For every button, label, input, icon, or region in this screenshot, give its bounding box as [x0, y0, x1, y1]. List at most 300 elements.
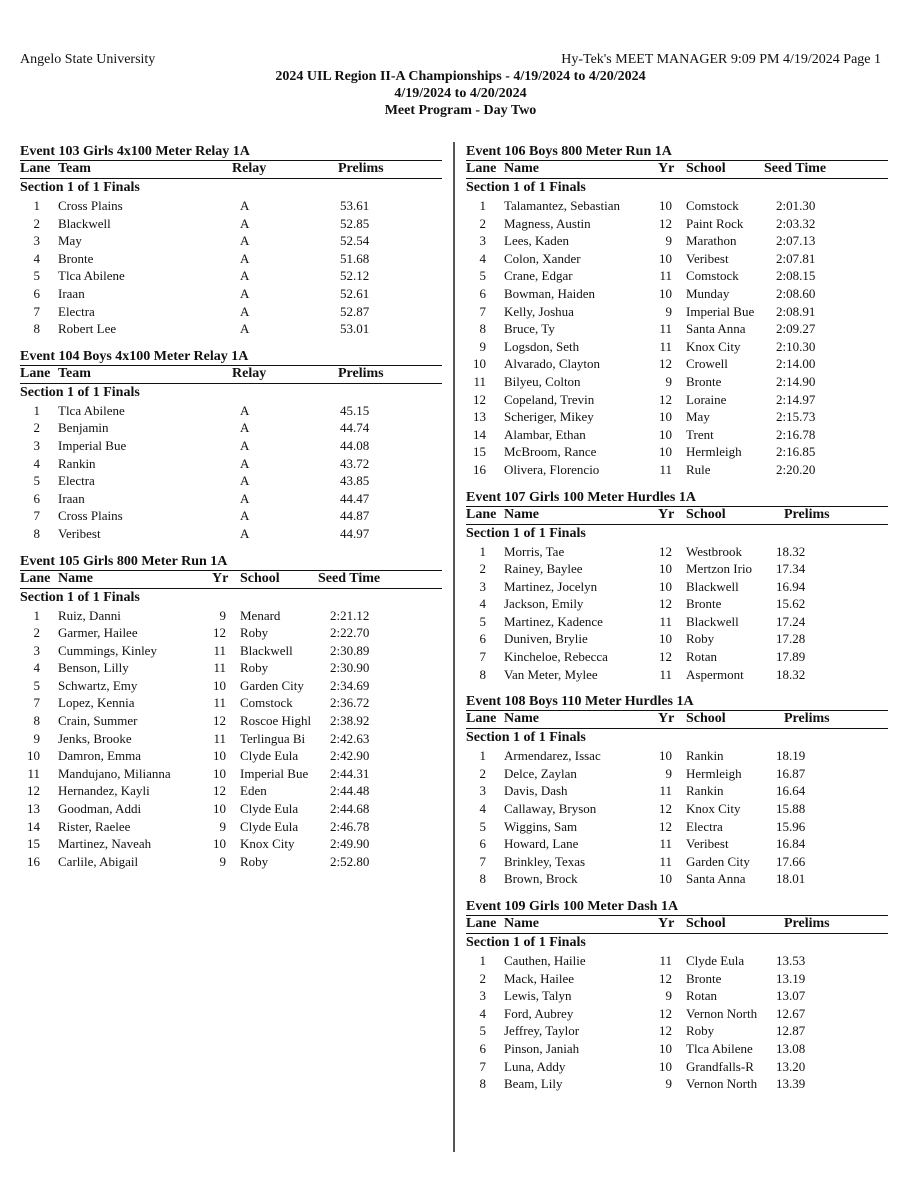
name-cell: Bruce, Ty [504, 321, 555, 337]
year-cell: 11 [213, 695, 226, 711]
name-cell: Rister, Raelee [58, 818, 131, 834]
lane-cell: 8 [479, 321, 486, 337]
entry-row [20, 800, 442, 818]
team-cell: Imperial Bue [58, 437, 127, 453]
time-cell: 2:07.13 [776, 233, 816, 249]
time-cell: 44.97 [340, 525, 370, 541]
lane-cell: 1 [479, 748, 486, 764]
time-cell: 45.15 [340, 402, 370, 418]
school-cell: Roby [240, 625, 269, 641]
school-cell: Munday [686, 285, 730, 301]
relay-cell: A [240, 321, 250, 337]
year-cell: 10 [659, 1058, 672, 1074]
lane-cell: 3 [479, 578, 486, 594]
team-cell: Benjamin [58, 420, 109, 436]
year-cell: 9 [219, 853, 226, 869]
lane-cell: 10 [473, 356, 486, 372]
name-cell: Lees, Kaden [504, 233, 569, 249]
year-cell: 10 [213, 836, 226, 852]
lane-cell: 7 [479, 853, 486, 869]
school-cell: Comstock [686, 268, 739, 284]
school-cell: Paint Rock [686, 215, 744, 231]
name-cell: Carlile, Abigail [58, 853, 139, 869]
year-cell: 10 [213, 765, 226, 781]
school-cell: Tlca Abilene [686, 1040, 753, 1056]
time-cell: 2:03.32 [776, 215, 816, 231]
lane-cell: 6 [479, 836, 486, 852]
time-cell: 2:52.80 [330, 853, 370, 869]
school-cell: Crowell [686, 356, 728, 372]
entry-row [466, 952, 888, 970]
lane-cell: 7 [33, 303, 40, 319]
entry-row [466, 835, 888, 853]
name-cell: Duniven, Brylie [504, 631, 588, 647]
year-cell: 10 [659, 748, 672, 764]
time-cell: 17.28 [776, 631, 806, 647]
event-title: Event 108 Boys 110 Meter Hurdles 1A [466, 694, 694, 710]
name-cell: Schwartz, Emy [58, 677, 138, 693]
lane-cell: 5 [479, 268, 486, 284]
name-cell: Logsdon, Seth [504, 338, 580, 354]
school-cell: Mertzon Irio [686, 561, 753, 577]
time-cell: 12.87 [776, 1023, 806, 1039]
school-cell: Vernon North [686, 1076, 758, 1092]
lane-cell: 8 [479, 871, 486, 887]
section-label: Section 1 of 1 Finals [466, 730, 586, 746]
lane-cell: 8 [33, 713, 40, 729]
entry-row [466, 303, 888, 321]
time-cell: 2:01.30 [776, 198, 816, 213]
year-cell: 9 [665, 233, 672, 249]
entry-row [20, 472, 442, 490]
lane-cell: 11 [27, 765, 40, 781]
name-cell: Alvarado, Clayton [504, 356, 601, 372]
team-cell: Electra [58, 473, 95, 489]
time-cell: 12.67 [776, 1005, 806, 1021]
entry-row [466, 443, 888, 461]
time-cell: 18.32 [776, 666, 806, 682]
name-cell: Martinez, Jocelyn [504, 578, 598, 594]
name-cell: Colon, Xander [504, 250, 581, 266]
column-header: Name [504, 916, 539, 931]
year-cell: 11 [213, 730, 226, 746]
lane-cell: 3 [33, 233, 40, 249]
name-cell: Crane, Edgar [504, 268, 573, 284]
entry-row [466, 232, 888, 250]
entry-row [466, 782, 888, 800]
entry-row [20, 419, 442, 437]
lane-cell: 4 [479, 596, 486, 612]
name-cell: Cauthen, Hailie [504, 953, 586, 968]
time-cell: 2:08.15 [776, 268, 816, 284]
entry-row [20, 659, 442, 677]
column-header: Team [58, 365, 91, 381]
name-cell: Cummings, Kinley [58, 642, 157, 658]
entry-row [20, 835, 442, 853]
entry-row [20, 250, 442, 268]
name-cell: Copeland, Trevin [504, 391, 595, 407]
school-cell: Knox City [686, 801, 741, 817]
entry-row [20, 197, 442, 215]
team-cell: Electra [58, 303, 95, 319]
column-header: Name [504, 506, 539, 522]
entry-row [466, 250, 888, 268]
lane-cell: 5 [33, 473, 40, 489]
column-header: Name [504, 161, 539, 176]
entry-row [466, 747, 888, 765]
team-cell: Veribest [58, 525, 101, 541]
year-cell: 12 [659, 543, 672, 559]
name-cell: Howard, Lane [504, 836, 579, 852]
school-cell: Knox City [240, 836, 295, 852]
time-cell: 2:42.63 [330, 730, 370, 746]
time-cell: 2:08.60 [776, 285, 816, 301]
name-cell: Morris, Tae [504, 543, 565, 559]
lane-cell: 12 [27, 783, 40, 799]
entry-row [466, 267, 888, 285]
school-cell: Trent [686, 426, 714, 442]
entry-row [466, 666, 888, 684]
relay-cell: A [240, 198, 250, 213]
name-cell: Benson, Lilly [58, 660, 129, 676]
name-cell: Garmer, Hailee [58, 625, 138, 641]
lane-cell: 1 [479, 198, 486, 213]
name-cell: Magness, Austin [504, 215, 591, 231]
year-cell: 11 [659, 321, 672, 337]
lane-cell: 4 [33, 250, 40, 266]
lane-cell: 4 [33, 455, 40, 471]
time-cell: 2:38.92 [330, 713, 370, 729]
team-cell: Iraan [58, 285, 85, 301]
lane-cell: 7 [479, 649, 486, 665]
time-cell: 16.94 [776, 578, 806, 594]
school-cell: Roby [240, 853, 269, 869]
name-cell: Wiggins, Sam [504, 818, 578, 834]
year-cell: 12 [659, 356, 672, 372]
time-cell: 2:36.72 [330, 695, 370, 711]
time-cell: 51.68 [340, 250, 370, 266]
entry-row [20, 747, 442, 765]
column-header: Lane [20, 570, 51, 586]
name-cell: Jeffrey, Taylor [504, 1023, 580, 1039]
time-cell: 53.61 [340, 198, 370, 213]
lane-cell: 15 [473, 444, 486, 460]
time-cell: 2:15.73 [776, 409, 816, 425]
year-cell: 9 [665, 765, 672, 781]
school-cell: Loraine [686, 391, 727, 407]
entry-row [466, 648, 888, 666]
relay-cell: A [240, 473, 250, 489]
name-cell: Van Meter, Mylee [504, 666, 598, 682]
name-cell: Crain, Summer [58, 713, 138, 729]
header-software: Hy-Tek's MEET MANAGER 9:09 PM 4/19/2024 Page 1 [561, 52, 881, 67]
lane-cell: 3 [33, 642, 40, 658]
column-header: Yr [658, 506, 675, 522]
school-cell: Knox City [686, 338, 741, 354]
time-cell: 15.96 [776, 818, 806, 834]
name-cell: Jenks, Brooke [58, 730, 132, 746]
name-cell: Alambar, Ethan [504, 426, 586, 442]
team-cell: Blackwell [58, 215, 111, 231]
name-cell: Brown, Brock [504, 871, 578, 887]
school-cell: Westbrook [686, 543, 742, 559]
school-cell: May [686, 409, 710, 425]
school-cell: Aspermont [686, 666, 744, 682]
entry-row [466, 630, 888, 648]
team-cell: Rankin [58, 455, 96, 471]
lane-cell: 10 [27, 748, 40, 764]
lane-cell: 5 [33, 677, 40, 693]
time-cell: 16.84 [776, 836, 806, 852]
lane-cell: 1 [33, 607, 40, 623]
lane-cell: 16 [27, 853, 40, 869]
relay-cell: A [240, 402, 250, 418]
name-cell: McBroom, Rance [504, 444, 597, 460]
school-cell: Rankin [686, 748, 724, 764]
year-cell: 10 [659, 444, 672, 460]
lane-cell: 5 [479, 818, 486, 834]
name-cell: Scheriger, Mikey [504, 409, 594, 425]
event-block [466, 693, 888, 888]
year-cell: 9 [219, 607, 226, 623]
year-cell: 10 [659, 426, 672, 442]
column-header: Relay [232, 161, 267, 176]
event-block [466, 898, 888, 1093]
year-cell: 11 [659, 338, 672, 354]
lane-cell: 15 [27, 836, 40, 852]
year-cell: 12 [659, 818, 672, 834]
time-cell: 17.66 [776, 853, 806, 869]
lane-cell: 2 [479, 765, 486, 781]
entry-row [20, 765, 442, 783]
entry-row [466, 853, 888, 871]
entry-row [20, 853, 442, 871]
school-cell: Vernon North [686, 1005, 758, 1021]
year-cell: 9 [219, 818, 226, 834]
lane-cell: 5 [479, 613, 486, 629]
column-header: Name [58, 570, 93, 586]
school-cell: Bronte [686, 373, 722, 389]
school-cell: Grandfalls-R [686, 1058, 754, 1074]
year-cell: 12 [659, 215, 672, 231]
time-cell: 2:20.20 [776, 461, 816, 477]
entry-row [20, 712, 442, 730]
meet-dates: 4/19/2024 to 4/20/2024 [394, 86, 527, 101]
lane-cell: 6 [479, 285, 486, 301]
school-cell: Roby [240, 660, 269, 676]
lane-cell: 1 [479, 543, 486, 559]
lane-cell: 16 [473, 461, 486, 477]
entry-row [466, 800, 888, 818]
name-cell: Brinkley, Texas [504, 853, 586, 869]
school-cell: Imperial Bue [686, 303, 755, 319]
school-cell: Roby [686, 1023, 715, 1039]
school-cell: Roby [686, 631, 715, 647]
time-cell: 18.32 [776, 543, 806, 559]
entry-row [20, 694, 442, 712]
time-cell: 2:46.78 [330, 818, 370, 834]
event-title: Event 103 Girls 4x100 Meter Relay 1A [20, 144, 250, 159]
lane-cell: 3 [479, 988, 486, 1004]
time-cell: 17.34 [776, 561, 806, 577]
column-header: Name [504, 711, 539, 727]
relay-cell: A [240, 233, 250, 249]
time-cell: 13.20 [776, 1058, 806, 1074]
entry-row [466, 373, 888, 391]
name-cell: Bilyeu, Colton [504, 373, 581, 389]
name-cell: Jackson, Emily [504, 596, 584, 612]
entry-row [466, 870, 888, 888]
lane-cell: 13 [27, 801, 40, 817]
entry-row [20, 677, 442, 695]
time-cell: 2:30.90 [330, 660, 370, 676]
relay-cell: A [240, 303, 250, 319]
column-header: Lane [466, 711, 497, 727]
entry-row [20, 507, 442, 525]
school-cell: Terlingua Bi [240, 730, 306, 746]
time-cell: 18.01 [776, 871, 806, 887]
name-cell: Kincheloe, Rebecca [504, 649, 608, 665]
section-label: Section 1 of 1 Finals [20, 180, 140, 195]
lane-cell: 14 [473, 426, 486, 442]
name-cell: Ruiz, Danni [58, 607, 121, 623]
year-cell: 11 [659, 836, 672, 852]
column-header: Prelims [784, 711, 830, 727]
column-header: Yr [658, 711, 675, 727]
entry-row [20, 490, 442, 508]
time-cell: 52.61 [340, 285, 370, 301]
time-cell: 52.87 [340, 303, 370, 319]
name-cell: Kelly, Joshua [504, 303, 574, 319]
lane-cell: 8 [33, 321, 40, 337]
time-cell: 2:16.85 [776, 444, 816, 460]
time-cell: 44.87 [340, 508, 370, 524]
year-cell: 11 [659, 783, 672, 799]
event-title: Event 109 Girls 100 Meter Dash 1A [466, 899, 679, 914]
school-cell: Bronte [686, 970, 722, 986]
year-cell: 12 [659, 801, 672, 817]
school-cell: Rankin [686, 783, 724, 799]
lane-cell: 2 [33, 215, 40, 231]
relay-cell: A [240, 525, 250, 541]
school-cell: Rotan [686, 988, 718, 1004]
time-cell: 2:10.30 [776, 338, 816, 354]
school-cell: Santa Anna [686, 871, 746, 887]
time-cell: 2:08.91 [776, 303, 816, 319]
school-cell: Electra [686, 818, 723, 834]
school-cell: Hermleigh [686, 765, 742, 781]
school-cell: Rotan [686, 649, 718, 665]
entry-row [466, 1040, 888, 1058]
column-header: Relay [232, 365, 267, 381]
lane-cell: 2 [479, 970, 486, 986]
name-cell: Armendarez, Issac [504, 748, 601, 764]
time-cell: 2:22.70 [330, 625, 370, 641]
team-cell: Cross Plains [58, 198, 123, 213]
entry-row [20, 607, 442, 625]
time-cell: 2:44.31 [330, 765, 370, 781]
time-cell: 13.53 [776, 953, 806, 968]
time-cell: 43.85 [340, 473, 370, 489]
name-cell: Rainey, Baylee [504, 561, 583, 577]
lane-cell: 5 [33, 268, 40, 284]
entry-row [466, 578, 888, 596]
relay-cell: A [240, 420, 250, 436]
event-title: Event 107 Girls 100 Meter Hurdles 1A [466, 489, 696, 505]
relay-cell: A [240, 215, 250, 231]
name-cell: Bowman, Haiden [504, 285, 595, 301]
school-cell: Blackwell [686, 578, 739, 594]
column-header-row [20, 160, 442, 179]
time-cell: 2:30.89 [330, 642, 370, 658]
program-title: Meet Program - Day Two [384, 103, 537, 118]
school-cell: Clyde Eula [240, 801, 299, 817]
relay-cell: A [240, 455, 250, 471]
year-cell: 12 [659, 1023, 672, 1039]
event-block [20, 143, 442, 338]
lane-cell: 8 [479, 1076, 486, 1092]
event-block [20, 553, 442, 871]
year-cell: 11 [659, 853, 672, 869]
entry-row [466, 1058, 888, 1076]
school-cell: Menard [240, 607, 281, 623]
school-cell: Bronte [686, 596, 722, 612]
column-header: Prelims [784, 916, 830, 931]
name-cell: Ford, Aubrey [504, 1005, 574, 1021]
school-cell: Garden City [686, 853, 750, 869]
name-cell: Olivera, Florencio [504, 461, 600, 477]
relay-cell: A [240, 268, 250, 284]
entry-row [20, 642, 442, 660]
time-cell: 15.88 [776, 801, 806, 817]
year-cell: 9 [665, 303, 672, 319]
time-cell: 2:14.90 [776, 373, 816, 389]
entry-row [466, 197, 888, 215]
name-cell: Hernandez, Kayli [58, 783, 150, 799]
school-cell: Veribest [686, 250, 729, 266]
name-cell: Mack, Hailee [504, 970, 575, 986]
column-header: School [686, 916, 726, 931]
entry-row [20, 525, 442, 543]
name-cell: Damron, Emma [58, 748, 142, 764]
time-cell: 53.01 [340, 321, 370, 337]
column-header: School [240, 570, 280, 586]
team-cell: Tlca Abilene [58, 402, 125, 418]
lane-cell: 1 [33, 198, 40, 213]
year-cell: 10 [659, 285, 672, 301]
time-cell: 17.24 [776, 613, 806, 629]
time-cell: 15.62 [776, 596, 806, 612]
year-cell: 10 [659, 198, 672, 213]
name-cell: Beam, Lily [504, 1076, 563, 1092]
year-cell: 10 [213, 677, 226, 693]
year-cell: 12 [213, 625, 226, 641]
entry-row [20, 455, 442, 473]
year-cell: 10 [659, 409, 672, 425]
entry-row [20, 624, 442, 642]
column-header: Prelims [338, 365, 384, 381]
year-cell: 12 [213, 713, 226, 729]
time-cell: 2:09.27 [776, 321, 816, 337]
lane-cell: 2 [479, 215, 486, 231]
school-cell: Rule [686, 461, 711, 477]
entry-row [20, 215, 442, 233]
school-cell: Garden City [240, 677, 304, 693]
title-block [0, 68, 921, 119]
time-cell: 2:44.68 [330, 801, 370, 817]
year-cell: 12 [659, 649, 672, 665]
event-block [466, 489, 888, 684]
